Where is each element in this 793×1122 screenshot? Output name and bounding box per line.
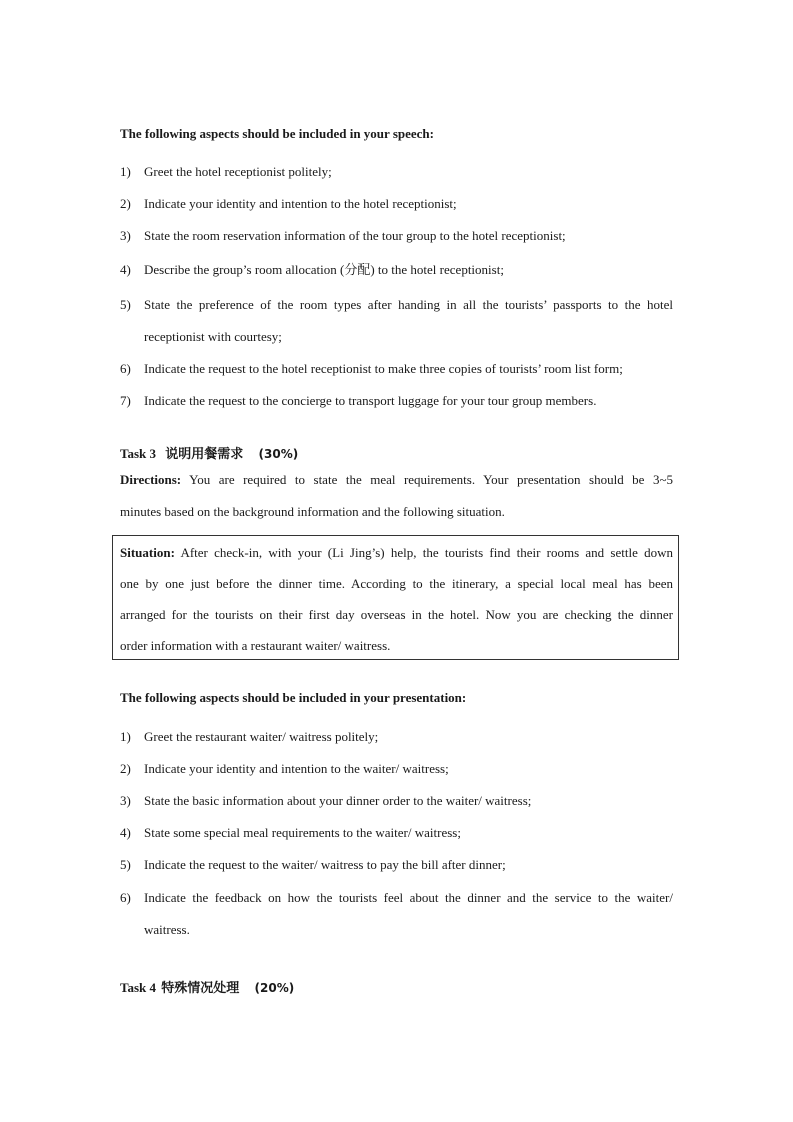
task3-heading xyxy=(120,446,298,463)
task4-heading xyxy=(120,980,294,997)
list-item: State the basic information about your dinner order to the waiter/ waitress; xyxy=(144,793,532,808)
list-item: Indicate the feedback on how the tourists feel about the dinner and the service to the waiter/ xyxy=(144,890,673,905)
list-item: Indicate the request to the waiter/ waitress to pay the bill after dinner; xyxy=(144,857,506,872)
directions-line-1 xyxy=(120,472,673,488)
list-item: Greet the hotel receptionist politely; xyxy=(144,164,332,179)
situation-line-4: order information with a restaurant waiter/ waitress. xyxy=(120,638,391,653)
list-number: 2) xyxy=(120,761,131,776)
list-number: 2) xyxy=(120,196,131,211)
task4-title: 特殊情况处理 xyxy=(161,981,240,996)
directions-text: You are required to state the meal requirements. Your presentation should be 3~5 xyxy=(189,472,673,487)
directions-label: Directions: xyxy=(120,472,182,487)
situation-line-1 xyxy=(120,545,673,561)
list-item: Indicate the request to the concierge to transport luggage for your tour group members. xyxy=(144,393,597,408)
task3-title: 说明用餐需求 xyxy=(165,447,244,462)
list-item: Greet the restaurant waiter/ waitress politely; xyxy=(144,729,379,744)
situation-line-2: one by one just before the dinner time. According to the itinerary, a special local meal has been xyxy=(120,576,673,591)
list-item: Indicate your identity and intention to the waiter/ waitress; xyxy=(144,761,449,776)
list-number: 6) xyxy=(120,361,131,376)
list-number: 7) xyxy=(120,393,131,408)
list-number: 4) xyxy=(120,825,131,840)
list-item: State the preference of the room types after handing in all the tourists’ passports to the hotel xyxy=(144,297,673,312)
list-number: 4) xyxy=(120,262,131,277)
list-item: Indicate the request to the hotel receptionist to make three copies of tourists’ room list form; xyxy=(144,361,623,376)
list-item: State the room reservation information of the tour group to the hotel receptionist; xyxy=(144,228,566,243)
task4-label: Task 4 xyxy=(120,980,157,995)
situation-label: Situation: xyxy=(120,545,175,560)
list-item: Describe the group’s room allocation (分配) to the hotel receptionist; xyxy=(144,262,504,277)
list-number: 3) xyxy=(120,228,131,243)
task4-percent: (20%) xyxy=(254,981,295,995)
task3-label: Task 3 xyxy=(120,446,157,461)
presentation-aspects-heading: The following aspects should be included in your presentation: xyxy=(120,690,467,705)
list-item-continuation: receptionist with courtesy; xyxy=(144,329,282,344)
speech-aspects-heading: The following aspects should be included in your speech: xyxy=(120,126,434,141)
list-number: 5) xyxy=(120,297,131,312)
list-item: State some special meal requirements to the waiter/ waitress; xyxy=(144,825,461,840)
list-number: 1) xyxy=(120,729,131,744)
list-item: Indicate your identity and intention to the hotel receptionist; xyxy=(144,196,457,211)
list-number: 6) xyxy=(120,890,131,905)
list-item-continuation: waitress. xyxy=(144,922,190,937)
list-number: 3) xyxy=(120,793,131,808)
situation-line-3: arranged for the tourists on their first day overseas in the hotel. Now you are checking the dinner xyxy=(120,607,673,622)
situation-text: After check-in, with your (Li Jing’s) help, the tourists find their rooms and settle down xyxy=(180,545,673,560)
task3-percent: (30%) xyxy=(258,447,299,461)
list-number: 5) xyxy=(120,857,131,872)
list-number: 1) xyxy=(120,164,131,179)
directions-line-2: minutes based on the background information and the following situation. xyxy=(120,504,505,519)
